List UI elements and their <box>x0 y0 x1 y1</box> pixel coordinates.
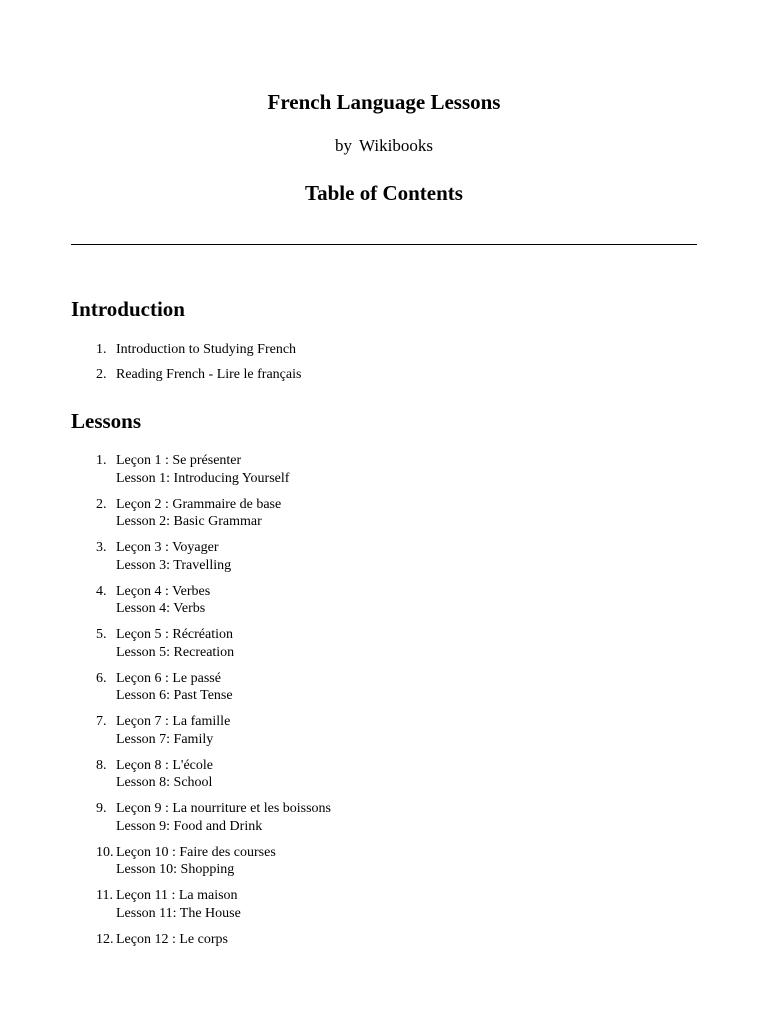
toc-title: Table of Contents <box>305 181 463 205</box>
list-item <box>0 452 768 487</box>
list-item <box>0 800 768 835</box>
toc-link-french[interactable]: Leçon 6 : Le passé <box>116 670 221 686</box>
toc-link-french[interactable]: Leçon 2 : Grammaire de base <box>116 496 282 512</box>
list-item <box>0 626 768 661</box>
toc-link-english[interactable]: Lesson 10: Shopping <box>116 862 235 877</box>
introduction-list <box>0 341 768 391</box>
list-item <box>0 931 768 949</box>
toc-link-english[interactable]: Lesson 11: The House <box>116 905 241 921</box>
list-item-number: 7. <box>96 714 107 729</box>
toc-link-english[interactable]: Lesson 6: Past Tense <box>116 688 233 703</box>
list-item <box>0 670 768 705</box>
toc-link-french[interactable]: Leçon 4 : Verbes <box>116 583 211 599</box>
toc-link[interactable]: Reading French - Lire le français <box>116 367 302 382</box>
toc-link-french[interactable]: Leçon 5 : Récréation <box>116 627 234 642</box>
list-item-number: 10. <box>96 844 114 860</box>
list-item <box>0 887 768 922</box>
section-heading-introduction: Introduction <box>71 297 185 321</box>
toc-link-french[interactable]: Leçon 12 : Le corps <box>116 931 228 947</box>
toc-link-english[interactable]: Lesson 8: School <box>116 775 213 790</box>
toc-link-english[interactable]: Lesson 3: Travelling <box>116 557 232 573</box>
list-item <box>0 496 768 531</box>
toc-link-french[interactable]: Leçon 10 : Faire des courses <box>116 844 276 860</box>
toc-link-english[interactable]: Lesson 9: Food and Drink <box>116 818 263 834</box>
list-item <box>0 539 768 574</box>
list-item-number: 1. <box>96 453 107 468</box>
toc-link-french[interactable]: Leçon 3 : Voyager <box>116 540 219 555</box>
author-prefix: by <box>335 136 353 155</box>
list-item <box>0 583 768 618</box>
toc-link-french[interactable]: Leçon 9 : La nourriture et les boissons <box>116 801 332 816</box>
list-item-number: 2. <box>96 367 107 382</box>
list-item-number: 8. <box>96 757 107 773</box>
list-item-number: 1. <box>96 342 107 357</box>
list-item <box>0 341 768 359</box>
document-title: French Language Lessons <box>267 90 501 114</box>
toc-link-french[interactable]: Leçon 11 : La maison <box>116 888 238 903</box>
list-item-number: 2. <box>96 496 107 512</box>
toc-link-english[interactable]: Lesson 7: Family <box>116 731 214 747</box>
list-item-number: 4. <box>96 583 107 599</box>
list-item <box>0 757 768 792</box>
list-item <box>0 713 768 748</box>
list-item-number: 5. <box>96 627 107 642</box>
list-item-number: 3. <box>96 540 107 555</box>
list-item-number: 11. <box>96 888 113 903</box>
list-item-number: 6. <box>96 670 107 686</box>
author-name: Wikibooks <box>359 136 433 155</box>
section-heading-lessons: Lessons <box>71 409 142 433</box>
toc-link-french[interactable]: Leçon 1 : Se présenter <box>116 453 242 468</box>
lessons-list <box>0 452 768 957</box>
toc-link[interactable]: Introduction to Studying French <box>116 342 297 357</box>
toc-link-french[interactable]: Leçon 8 : L'école <box>116 757 213 773</box>
list-item <box>0 366 768 384</box>
toc-link-english[interactable]: Lesson 1: Introducing Yourself <box>116 470 290 486</box>
list-item-number: 9. <box>96 801 107 816</box>
horizontal-rule <box>71 244 697 245</box>
list-item-number: 12. <box>96 931 114 947</box>
toc-link-english[interactable]: Lesson 2: Basic Grammar <box>116 514 262 529</box>
list-item <box>0 844 768 879</box>
toc-link-french[interactable]: Leçon 7 : La famille <box>116 714 231 729</box>
toc-link-english[interactable]: Lesson 4: Verbs <box>116 601 206 616</box>
toc-link-english[interactable]: Lesson 5: Recreation <box>116 644 235 660</box>
document-author <box>0 134 768 158</box>
